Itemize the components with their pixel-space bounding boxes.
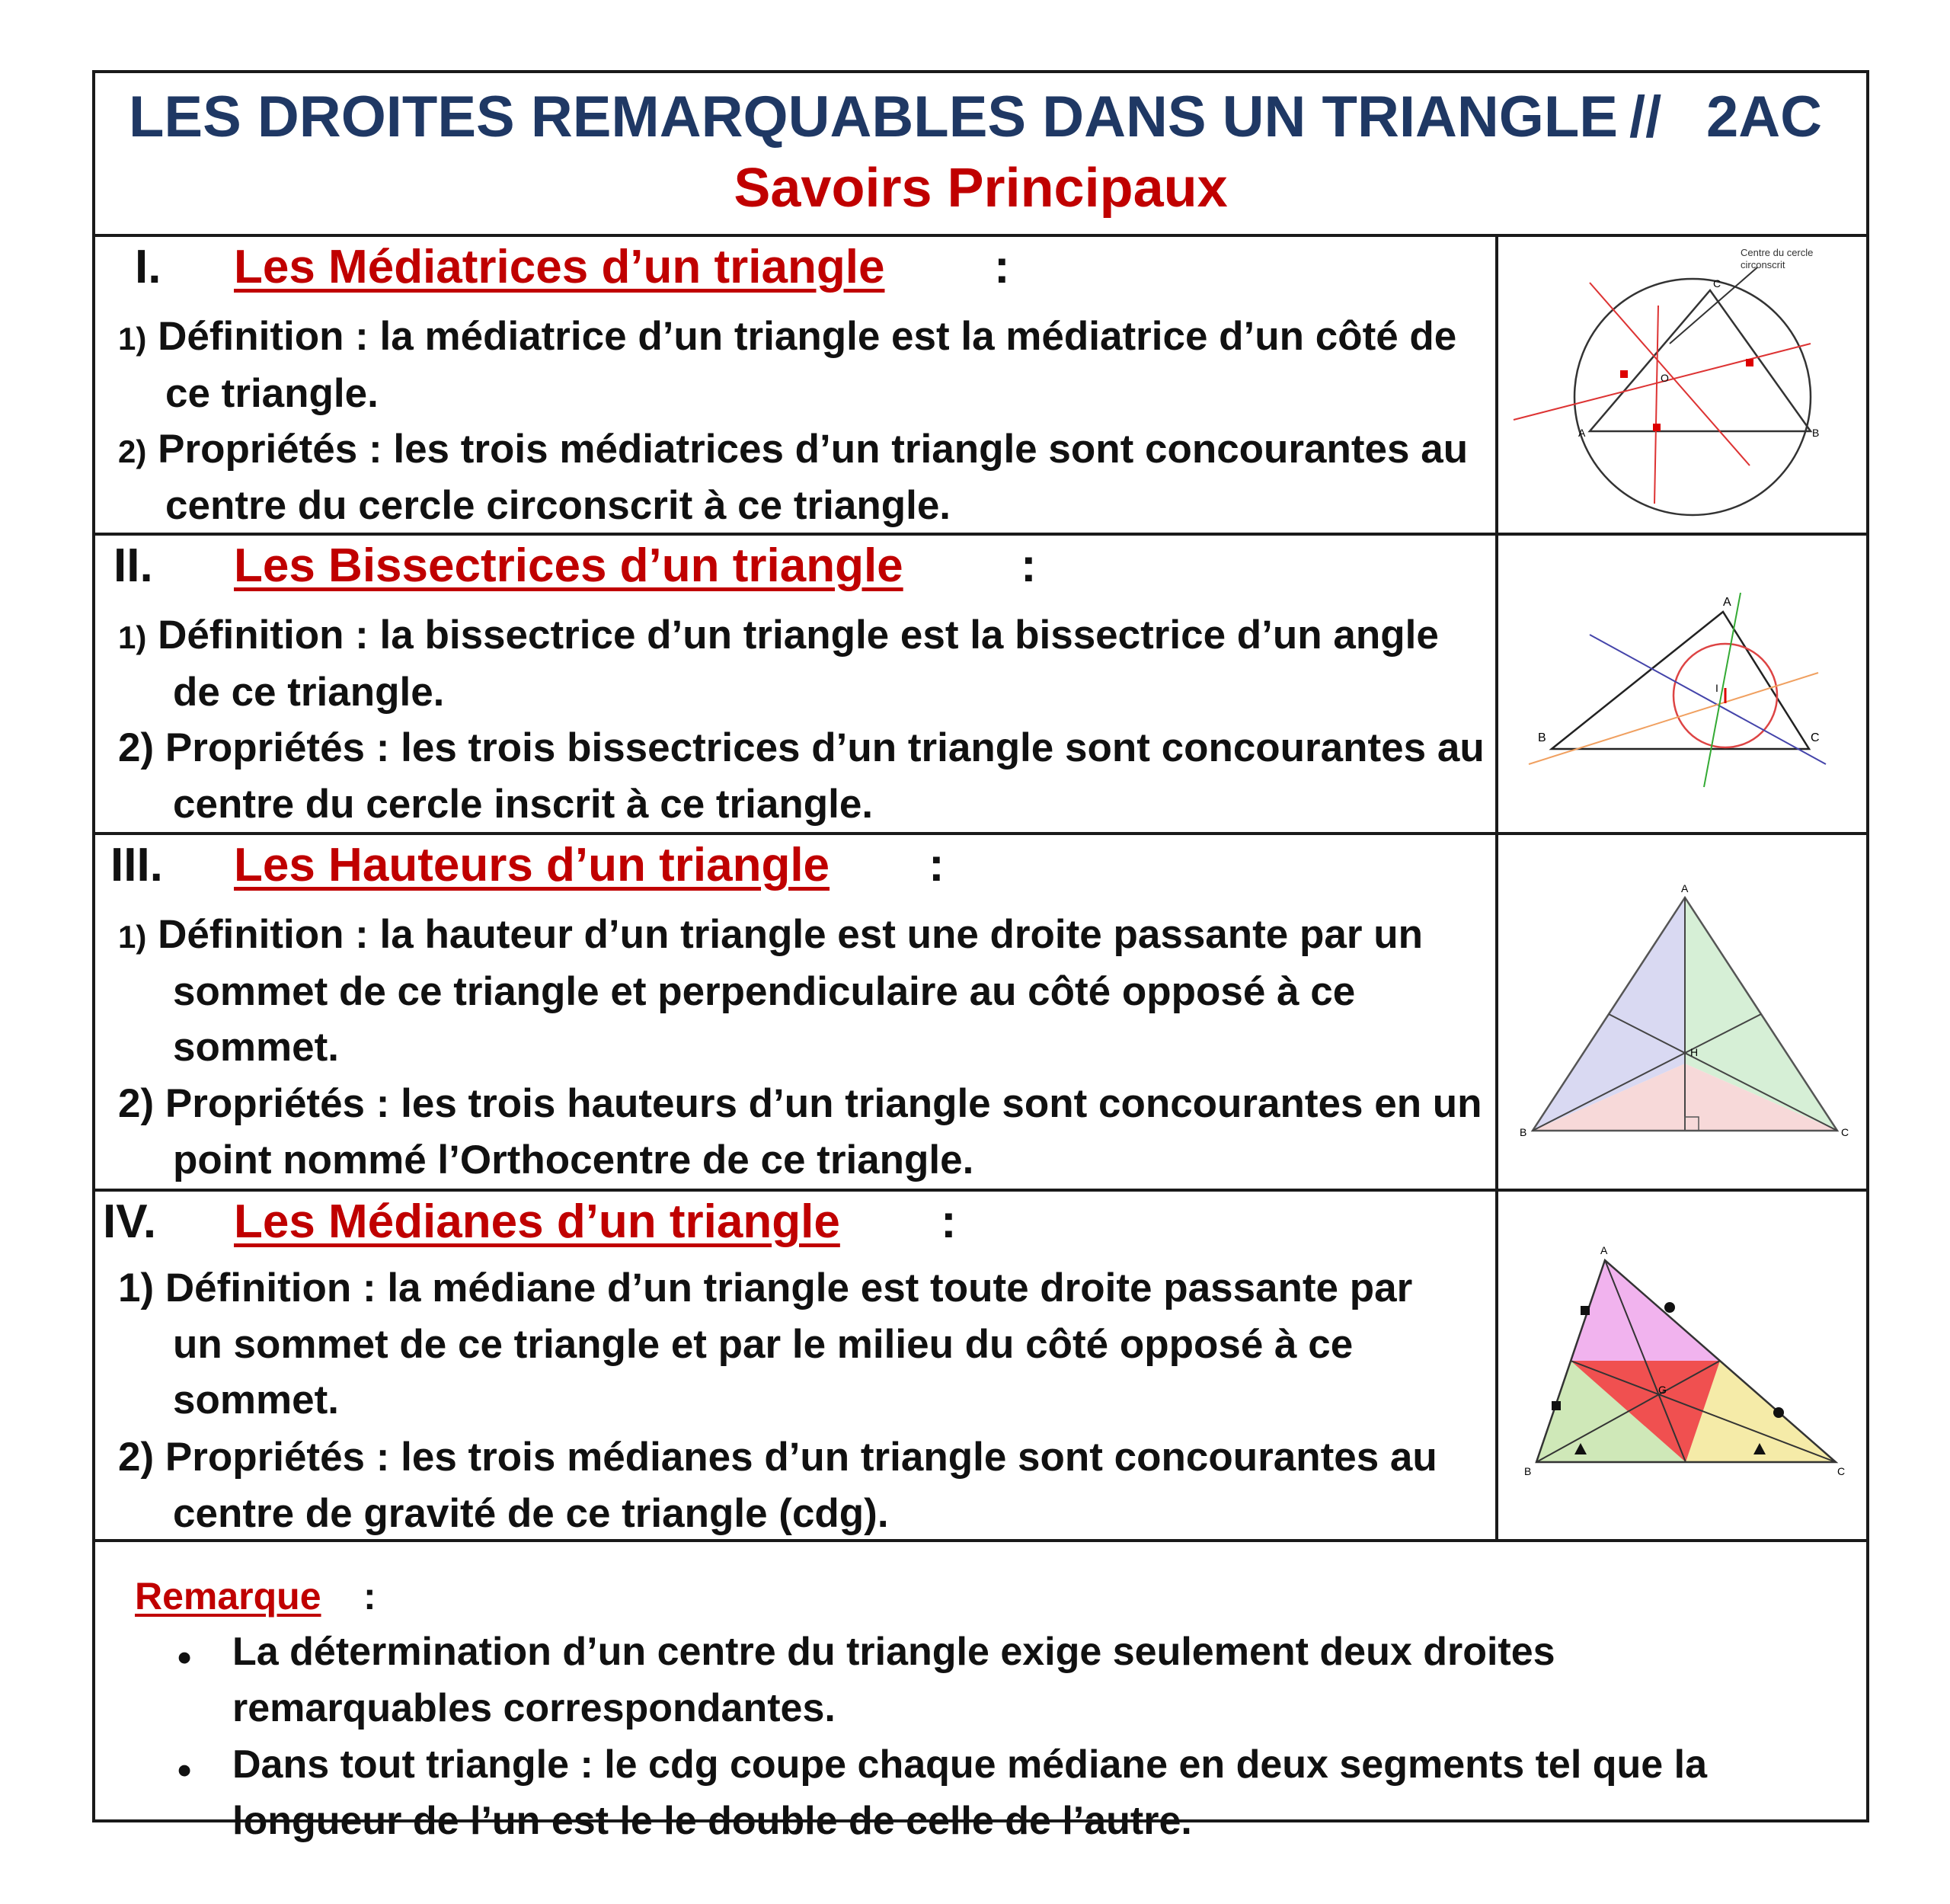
property-line-cont: centre du cercle circonscrit à ce triangle. bbox=[165, 483, 951, 528]
vertex-label: C bbox=[1841, 1126, 1849, 1138]
section-bissectrices bbox=[95, 536, 1866, 835]
orthocenter-diagram bbox=[1498, 835, 1869, 1189]
triangle bbox=[1590, 290, 1811, 431]
property-line-cont: centre du cercle inscrit à ce triangle. bbox=[173, 782, 874, 827]
remark-line: La détermination d’un centre du triangle exige seulement deux droites bbox=[232, 1630, 1555, 1674]
section-numeral: IV. bbox=[103, 1195, 157, 1248]
section-text bbox=[95, 1192, 1498, 1539]
tick-marker bbox=[1664, 1302, 1675, 1313]
vertex-label: B bbox=[1520, 1126, 1527, 1138]
subtitle: Savoirs Principaux bbox=[734, 158, 1228, 219]
remark-box bbox=[95, 1566, 1866, 1843]
perpendicular-bisector bbox=[1654, 306, 1658, 504]
bullet: • bbox=[177, 1749, 192, 1793]
remark-label: Remarque bbox=[135, 1575, 321, 1618]
line-text: Définition : la hauteur d’un triangle est une droite passante par un bbox=[158, 912, 1423, 957]
definition-line bbox=[118, 911, 1423, 958]
orthocenter-figure bbox=[1498, 835, 1866, 1189]
page-title-line bbox=[129, 84, 1836, 150]
section-mediatrices bbox=[95, 237, 1866, 536]
definition-line-cont: ce triangle. bbox=[165, 371, 379, 416]
vertex-label: A bbox=[1578, 427, 1586, 439]
fill-region bbox=[1571, 1260, 1720, 1361]
property-line bbox=[118, 725, 1485, 771]
circumcircle-diagram bbox=[1498, 237, 1869, 533]
section-numeral: III. bbox=[110, 839, 163, 891]
center-label: H bbox=[1690, 1046, 1699, 1058]
item-number: 2) bbox=[118, 1435, 155, 1480]
remark-line: Dans tout triangle : le cdg coupe chaque médiane en deux segments tel que la bbox=[232, 1742, 1707, 1787]
definition-line-cont: sommet de ce triangle et perpendiculaire au côté opposé à ce bbox=[173, 969, 1356, 1014]
section-colon: : bbox=[941, 1195, 957, 1248]
circumcircle bbox=[1574, 279, 1811, 515]
section-medianes bbox=[95, 1192, 1866, 1542]
definition-line-cont: sommet. bbox=[173, 1025, 339, 1070]
level-label: 2AC bbox=[1705, 85, 1822, 149]
property-line bbox=[118, 426, 1468, 472]
item-number: 2) bbox=[118, 1081, 155, 1126]
item-number: 2) bbox=[118, 434, 147, 469]
section-text bbox=[95, 237, 1498, 533]
property-line bbox=[118, 1434, 1437, 1480]
remark-line-cont: remarquables correspondantes. bbox=[232, 1686, 836, 1730]
section-title: Les Médiatrices d’un triangle bbox=[234, 241, 885, 293]
center-label: I bbox=[1715, 682, 1718, 694]
tick-marker bbox=[1552, 1401, 1561, 1410]
right-angle-marker bbox=[1620, 370, 1628, 378]
right-angle-marker bbox=[1653, 424, 1661, 431]
center-label: G bbox=[1658, 1384, 1667, 1396]
tick-marker bbox=[1773, 1407, 1784, 1418]
tick-marker bbox=[1581, 1306, 1590, 1315]
property-line bbox=[118, 1080, 1482, 1127]
vertex-label: B bbox=[1538, 731, 1546, 744]
property-line-cont: point nommé l’Orthocentre de ce triangle. bbox=[173, 1138, 974, 1182]
page-title: LES DROITES REMARQUABLES DANS UN TRIANGLE bbox=[129, 85, 1618, 149]
section-title: Les Médianes d’un triangle bbox=[234, 1195, 840, 1248]
title-separator: // bbox=[1629, 85, 1662, 149]
vertex-label: B bbox=[1524, 1465, 1532, 1477]
vertex-label: C bbox=[1811, 731, 1820, 744]
section-hauteurs bbox=[95, 835, 1866, 1192]
line-text: Définition : la bissectrice d’un triangle est la bissectrice d’un angle bbox=[158, 613, 1439, 658]
bullet: • bbox=[177, 1636, 192, 1680]
centroid-figure bbox=[1498, 1192, 1866, 1539]
definition-line-cont: un sommet de ce triangle et par le milieu du côté opposé à ce bbox=[173, 1322, 1354, 1367]
vertex-label: A bbox=[1723, 596, 1731, 609]
definition-line-cont: de ce triangle. bbox=[173, 670, 445, 715]
item-number: 1) bbox=[118, 619, 147, 655]
line-text: Définition : la médiane d’un triangle est toute droite passante par bbox=[165, 1266, 1413, 1310]
vertex-label: C bbox=[1713, 277, 1721, 290]
triangle bbox=[1552, 612, 1809, 749]
section-colon: : bbox=[929, 839, 945, 891]
section-colon: : bbox=[1021, 539, 1037, 592]
line-text: Propriétés : les trois médiatrices d’un triangle sont concourantes au bbox=[158, 427, 1469, 472]
incircle-figure bbox=[1498, 536, 1866, 832]
section-title: Les Bissectrices d’un triangle bbox=[234, 539, 903, 592]
definition-line bbox=[118, 1265, 1412, 1311]
figure-annotation: circonscrit bbox=[1741, 259, 1785, 270]
center-label: O bbox=[1661, 372, 1669, 384]
section-text bbox=[95, 536, 1498, 832]
lesson-sheet bbox=[92, 70, 1869, 1843]
vertex-label: B bbox=[1812, 427, 1820, 439]
perpendicular-bisector bbox=[1590, 283, 1750, 466]
right-angle-marker bbox=[1746, 359, 1753, 366]
section-numeral: II. bbox=[113, 539, 153, 592]
remark-colon: : bbox=[363, 1575, 376, 1618]
definition-line bbox=[118, 313, 1456, 360]
item-number: 1) bbox=[118, 919, 147, 955]
property-line-cont: centre de gravité de ce triangle (cdg). bbox=[173, 1491, 889, 1536]
vertex-label: A bbox=[1681, 882, 1689, 894]
line-text: Propriétés : les trois médianes d’un triangle sont concourantes au bbox=[165, 1435, 1437, 1480]
line-text: Définition : la médiatrice d’un triangle est la médiatrice d’un côté de bbox=[158, 314, 1457, 359]
item-number: 1) bbox=[118, 1266, 155, 1310]
header bbox=[95, 73, 1866, 237]
remark-line-cont: longueur de l’un est le le double de celle de l’autre. bbox=[232, 1799, 1192, 1843]
vertex-label: C bbox=[1837, 1465, 1846, 1477]
item-number: 2) bbox=[118, 725, 155, 770]
centroid-diagram bbox=[1498, 1192, 1869, 1539]
item-number: 1) bbox=[118, 321, 147, 357]
incircle-diagram bbox=[1498, 536, 1869, 832]
definition-line bbox=[118, 612, 1439, 658]
vertex-label: A bbox=[1600, 1244, 1608, 1256]
line-text: Propriétés : les trois bissectrices d’un triangle sont concourantes au bbox=[165, 725, 1485, 770]
section-title: Les Hauteurs d’un triangle bbox=[234, 839, 830, 891]
section-colon: : bbox=[994, 241, 1010, 293]
line-text: Propriétés : les trois hauteurs d’un triangle sont concourantes en un bbox=[165, 1081, 1482, 1126]
section-text bbox=[95, 835, 1498, 1189]
section-numeral: I. bbox=[135, 241, 161, 293]
definition-line-cont: sommet. bbox=[173, 1378, 339, 1422]
circumcircle-figure bbox=[1498, 237, 1866, 533]
figure-annotation: Centre du cercle bbox=[1741, 247, 1814, 258]
